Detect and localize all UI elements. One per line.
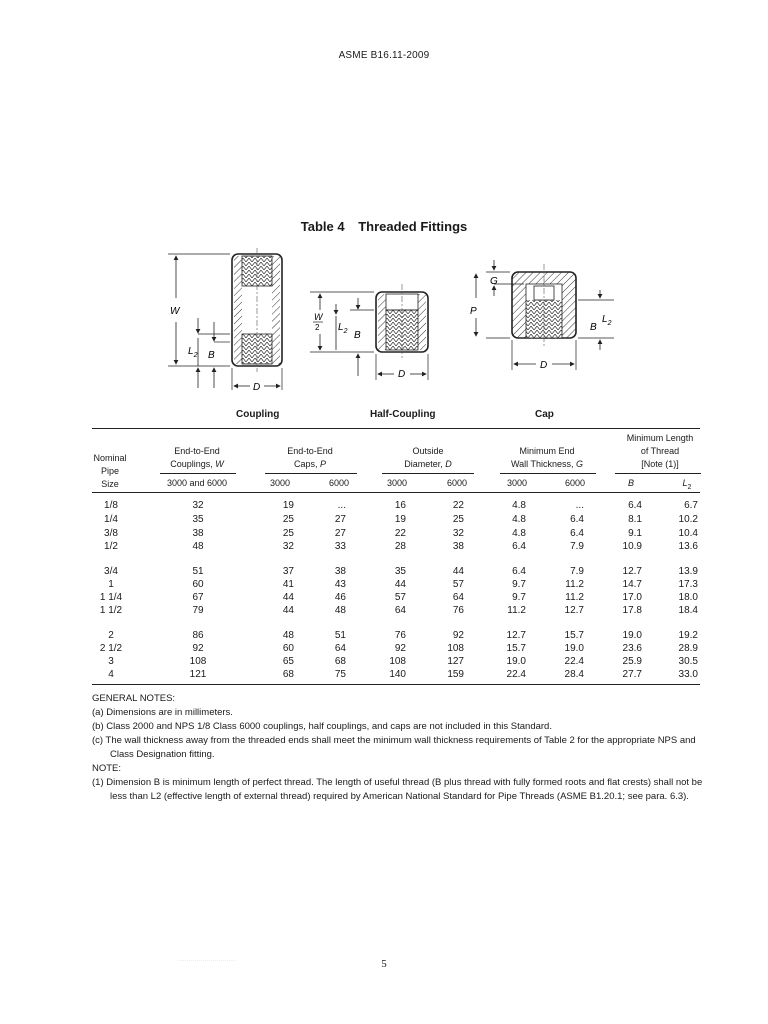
- dim-G-cap: G: [490, 276, 498, 287]
- table-caption: [0, 219, 768, 234]
- table-cell: 35: [192, 514, 204, 525]
- table-cell: 51: [192, 566, 204, 577]
- table-cell: ...: [575, 500, 584, 511]
- table-cell: 76: [394, 630, 406, 641]
- table-cell: 19.0: [506, 656, 526, 667]
- table-cell: 9.7: [512, 579, 526, 590]
- col-header-cap: End-to-End Caps, P: [287, 446, 333, 469]
- table-cell-nps: 3/4: [104, 566, 118, 577]
- table-cell: 48: [334, 605, 346, 616]
- table-cell: 68: [282, 669, 294, 680]
- table-cell: 7.9: [570, 566, 584, 577]
- table-cell: 10.2: [678, 514, 698, 525]
- table-cell: 22: [394, 528, 406, 539]
- table-cell: 16: [394, 500, 406, 511]
- note-1: (1) Dimension B is minimum length of perfect thread. The length of useful thread (B plus thread with fully formed roots and flat crests) shall not be less than L2 (effective length of external thread) required by American National Standard for Pipe Threads (ASME B1.20.1; see para. 6.3).: [92, 777, 703, 802]
- table-cell-nps: 1/4: [104, 514, 118, 525]
- table-cell: 48: [282, 630, 294, 641]
- table-cell: 28.9: [678, 643, 698, 654]
- faint-watermark: · ·····························: [175, 958, 237, 964]
- table-cell: 79: [192, 605, 204, 616]
- table-cell: 127: [447, 656, 464, 667]
- subhead-wall-3000: 3000: [506, 478, 528, 488]
- table-cell: 57: [394, 592, 406, 603]
- table-cell-nps: 1 1/4: [99, 592, 123, 603]
- table-cell: 48: [192, 541, 204, 552]
- table-cell: 32: [282, 541, 294, 552]
- table-cell: 8.1: [628, 514, 642, 525]
- table-cell: 12.7: [564, 605, 584, 616]
- table-number: Table 4: [300, 219, 345, 234]
- table-title: Threaded Fittings: [358, 219, 468, 234]
- table-cell: 13.9: [678, 566, 698, 577]
- table-cell: 10.9: [622, 541, 642, 552]
- general-note-c: (c) The wall thickness away from the threaded ends shall meet the minimum wall thickness requirements of Table 2 for the appropriate NPS and Class Designation fitting.: [92, 735, 696, 760]
- subhead-coupling-class: 3000 and 6000: [166, 478, 228, 488]
- table-cell: 64: [394, 605, 406, 616]
- underline-od: [382, 473, 474, 474]
- table-cell: 15.7: [506, 643, 526, 654]
- col-header-coupling: End-to-End Couplings, W: [170, 446, 224, 469]
- dim-D-coupling: D: [253, 382, 261, 393]
- table-cell: 7.9: [570, 541, 584, 552]
- label-coupling: Coupling: [236, 409, 280, 420]
- table-cell: 17.0: [622, 592, 642, 603]
- table-cell: 57: [452, 579, 464, 590]
- table-cell-nps: 1/2: [104, 541, 118, 552]
- table-cell: 12.7: [622, 566, 642, 577]
- subhead-od-6000: 6000: [446, 478, 468, 488]
- table-cell: 44: [452, 566, 464, 577]
- table-cell: 18.4: [678, 605, 698, 616]
- table-cell: 27: [334, 528, 346, 539]
- subhead-thread-B: B: [627, 478, 634, 488]
- table-cell: 4.8: [512, 500, 526, 511]
- table-cell: 68: [334, 656, 346, 667]
- dim-B-half: B: [354, 330, 361, 341]
- table-cell: 6.4: [570, 514, 584, 525]
- table-cell: 35: [394, 566, 406, 577]
- dim-W-half-denominator: 2: [315, 323, 320, 332]
- underline-wall: [500, 473, 596, 474]
- table-cell-nps: 4: [108, 669, 114, 680]
- half-coupling-drawing: [310, 284, 428, 380]
- table-cell: 6.4: [512, 541, 526, 552]
- table-cell-nps: 1/8: [104, 500, 118, 511]
- table-cell: 10.4: [678, 528, 698, 539]
- table-cell: 51: [334, 630, 346, 641]
- note-heading: NOTE:: [92, 763, 122, 774]
- col-header-nps: Nominal Pipe Size: [93, 453, 127, 489]
- table-bottom-rule: [92, 684, 700, 685]
- table-cell: 75: [334, 669, 346, 680]
- coupling-drawing: [168, 248, 282, 393]
- col-header-thread: Minimum Length of Thread [Note (1)]: [626, 433, 694, 469]
- table-top-rule: [92, 428, 700, 429]
- table-cell: 33: [334, 541, 346, 552]
- table-cell: 32: [192, 500, 204, 511]
- table-cell: 43: [334, 579, 346, 590]
- table-cell: 27.7: [622, 669, 642, 680]
- table-cell: 11.2: [565, 579, 584, 590]
- table-cell: 22.4: [564, 656, 584, 667]
- table-cell: 140: [389, 669, 406, 680]
- table-cell-nps: 1: [108, 579, 114, 590]
- fittings-drawing: [150, 238, 610, 398]
- table-cell: 33.0: [678, 669, 698, 680]
- dim-P-cap: P: [470, 306, 477, 317]
- cap-drawing: [470, 260, 614, 371]
- subhead-thread-L2: $L_2$: [682, 478, 692, 491]
- table-cell: 60: [282, 643, 294, 654]
- table-cell: 46: [334, 592, 346, 603]
- dim-D-cap: D: [540, 360, 548, 371]
- subhead-cap-3000: 3000: [269, 478, 291, 488]
- table-cell: 121: [189, 669, 207, 680]
- table-cell: 67: [192, 592, 204, 603]
- table-cell-nps: 2: [108, 630, 114, 641]
- table-cell: 18.0: [678, 592, 698, 603]
- table-cell-nps: 3/8: [104, 528, 118, 539]
- table-cell: 6.4: [570, 528, 584, 539]
- subhead-od-3000: 3000: [386, 478, 408, 488]
- table-cell: 32: [452, 528, 464, 539]
- table-cell-nps: 1 1/2: [99, 605, 123, 616]
- table-cell: ...: [337, 500, 346, 511]
- table-cell: 60: [192, 579, 204, 590]
- table-cell: 6.7: [684, 500, 698, 511]
- table-cell: 4.8: [512, 514, 526, 525]
- table-cell: 64: [334, 643, 346, 654]
- table-cell: 64: [452, 592, 464, 603]
- table-cell: 23.6: [622, 643, 642, 654]
- running-header: ASME B16.11-2009: [338, 50, 430, 61]
- table-cell: 4.8: [512, 528, 526, 539]
- table-cell: 92: [394, 643, 406, 654]
- underline-cap: [265, 473, 357, 474]
- table-cell: 108: [447, 643, 464, 654]
- table-cell: 19: [282, 500, 294, 511]
- dim-L2-half: $L_2$: [338, 322, 348, 335]
- table-cell: 25.9: [622, 656, 642, 667]
- general-note-a: (a) Dimensions are in millimeters.: [92, 707, 233, 718]
- table-cell: 6.4: [628, 500, 642, 511]
- table-cell: 25: [452, 514, 464, 525]
- general-notes-heading: GENERAL NOTES:: [92, 693, 176, 704]
- table-cell: 6.4: [512, 566, 526, 577]
- table-cell-nps: 2 1/2: [99, 643, 123, 654]
- table-cell: 22.4: [506, 669, 526, 680]
- table-cell: 28: [394, 541, 406, 552]
- col-header-od: Outside Diameter, D: [404, 446, 452, 469]
- table-cell: 22: [452, 500, 464, 511]
- dim-W-coupling: W: [170, 306, 180, 317]
- table-cell: 14.7: [622, 579, 642, 590]
- table-cell: 17.3: [678, 579, 698, 590]
- table-cell: 92: [452, 630, 464, 641]
- table-cell: 30.5: [678, 656, 698, 667]
- table-cell: 38: [192, 528, 204, 539]
- label-half-coupling: Half-Coupling: [370, 409, 436, 420]
- table-cell: 108: [189, 656, 207, 667]
- table-cell: 11.2: [565, 592, 584, 603]
- underline-thread: [615, 473, 701, 474]
- table-cell: 9.7: [512, 592, 526, 603]
- table-cell: 13.6: [678, 541, 698, 552]
- dim-L2-cap: $L_2$: [602, 314, 612, 327]
- table-cell: 17.8: [622, 605, 642, 616]
- table-cell: 41: [282, 579, 294, 590]
- table-cell: 44: [282, 605, 294, 616]
- table-cell: 159: [447, 669, 464, 680]
- label-cap: Cap: [535, 409, 554, 420]
- dim-D-half: D: [398, 369, 406, 380]
- dim-B-coupling: B: [208, 350, 215, 361]
- table-header-rule: [92, 492, 700, 493]
- table-cell: 11.2: [507, 605, 526, 616]
- page-number: 5: [381, 958, 387, 970]
- table-cell: 19.0: [564, 643, 584, 654]
- table-cell: 19.0: [622, 630, 642, 641]
- table-cell: 86: [192, 630, 204, 641]
- table-cell: 28.4: [564, 669, 584, 680]
- notes-section: [92, 692, 707, 804]
- table-cell: 92: [192, 643, 204, 654]
- subhead-cap-6000: 6000: [328, 478, 350, 488]
- table-cell: 38: [334, 566, 346, 577]
- table-cell: 38: [452, 541, 464, 552]
- table-cell: 76: [452, 605, 464, 616]
- table-cell: 44: [394, 579, 406, 590]
- subhead-wall-6000: 6000: [564, 478, 586, 488]
- table-cell: 19: [394, 514, 406, 525]
- col-header-wall: Minimum End Wall Thickness, G: [510, 446, 584, 469]
- table-cell: 9.1: [628, 528, 642, 539]
- dim-W-half: W: [314, 312, 323, 322]
- underline-coupling: [160, 473, 236, 474]
- table-cell-nps: 3: [108, 656, 114, 667]
- table-cell: 12.7: [506, 630, 526, 641]
- table-cell: 15.7: [564, 630, 584, 641]
- table-cell: 65: [282, 656, 294, 667]
- dim-B-cap: B: [590, 322, 597, 333]
- table-cell: 25: [282, 528, 294, 539]
- dim-L2-coupling: $L_2$: [188, 346, 198, 359]
- table-cell: 37: [282, 566, 294, 577]
- table-cell: 19.2: [678, 630, 698, 641]
- table-cell: 25: [282, 514, 294, 525]
- general-note-b: (b) Class 2000 and NPS 1/8 Class 6000 couplings, half couplings, and caps are not included in this Standard.: [92, 721, 552, 732]
- table-cell: 108: [389, 656, 406, 667]
- table-cell: 27: [334, 514, 346, 525]
- table-cell: 44: [282, 592, 294, 603]
